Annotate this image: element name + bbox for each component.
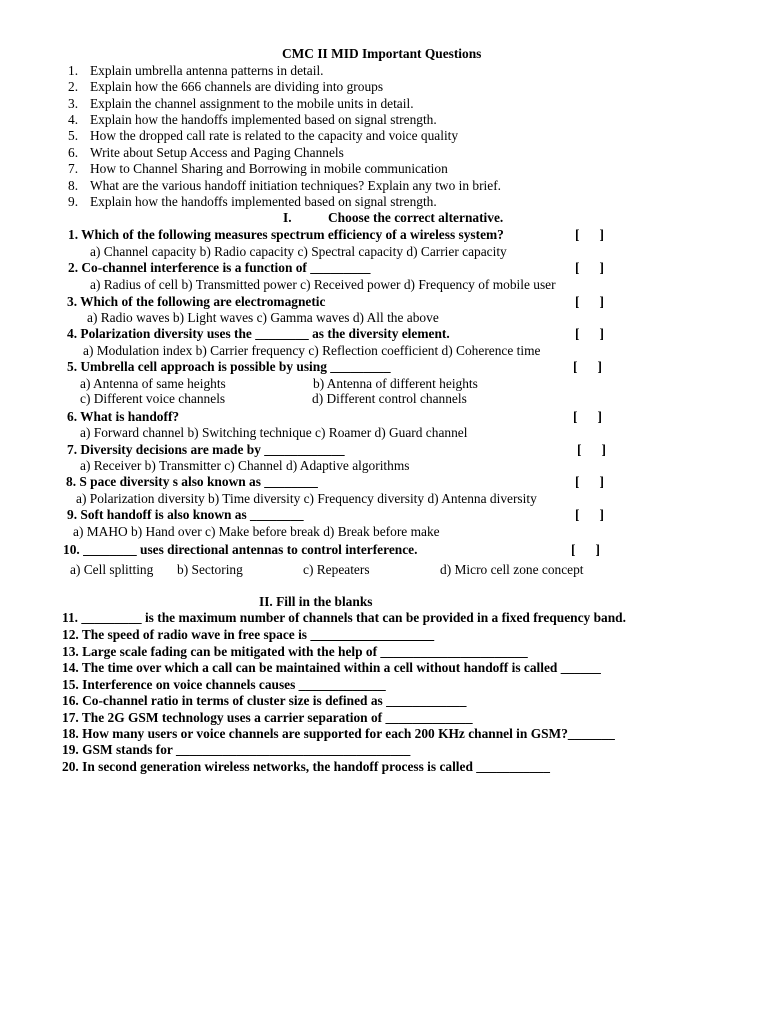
fill-item: 12. The speed of radio wave in free space is bbox=[62, 627, 311, 642]
mcq-question: 2. Co-channel interference is a function of _________ bbox=[68, 260, 371, 275]
section-heading: II. Fill in the blanks bbox=[259, 594, 373, 609]
essay-item: 2. Explain how the 666 channels are dividing into groups bbox=[68, 79, 384, 94]
answer-bracket: [ ] bbox=[573, 359, 603, 374]
fill-item: 14. The time over which a call can be maintained within a cell without handoff is called ______ bbox=[62, 660, 601, 675]
answer-bracket: [ ] bbox=[571, 542, 601, 557]
mcq-options: c) Repeaters bbox=[303, 562, 370, 577]
answer-bracket: [ ] bbox=[575, 474, 605, 489]
mcq-question: 8. S pace diversity s also known as ________ bbox=[66, 474, 318, 489]
fill-item: 17. The 2G GSM technology uses a carrier separation of _____________ bbox=[62, 710, 473, 725]
fill-item: 16. Co-channel ratio in terms of cluster size is defined as ____________ bbox=[62, 693, 467, 708]
mcq-question: 7. Diversity decisions are made by ____________ bbox=[67, 442, 345, 457]
mcq-options: c) Different voice channels bbox=[80, 391, 226, 406]
answer-bracket: [ ] bbox=[575, 294, 605, 309]
essay-item: 5. How the dropped call rate is related to the capacity and voice quality bbox=[68, 128, 459, 143]
section-heading: I. Choose the correct alternative. bbox=[283, 210, 504, 225]
mcq-question: 5. Umbrella cell approach is possible by using _________ bbox=[67, 359, 391, 374]
answer-bracket: [ ] bbox=[575, 227, 605, 242]
page-title: CMC II MID Important Questions bbox=[282, 46, 482, 61]
fill-item: 20. In second generation wireless networks, the handoff process is called ___________ bbox=[62, 759, 550, 774]
essay-item: 4. Explain how the handoffs implemented based on signal strength. bbox=[68, 112, 437, 127]
essay-item: 9. Explain how the handoffs implemented based on signal strength. bbox=[68, 194, 437, 209]
mcq-question: 1. Which of the following measures spectrum efficiency of a wireless system? bbox=[68, 227, 504, 242]
mcq-options: b) Antenna of different heights bbox=[313, 376, 478, 391]
fill-item: 18. How many users or voice channels are supported for each 200 KHz channel in GSM?_______ bbox=[62, 726, 615, 741]
answer-bracket: [ ] bbox=[573, 409, 603, 424]
mcq-options: a) Radio waves b) Light waves c) Gamma waves d) All the above bbox=[87, 310, 439, 325]
mcq-question: 4. Polarization diversity uses the ________ as the diversity element. bbox=[67, 326, 450, 341]
essay-item: 1. Explain umbrella antenna patterns in detail. bbox=[68, 63, 324, 78]
fill-item: 15. Interference on voice channels causes _____________ bbox=[62, 677, 386, 692]
mcq-options: a) Modulation index b) Carrier frequency c) Reflection coefficient d) Coherence time bbox=[83, 343, 541, 358]
mcq-options: a) MAHO b) Hand over c) Make before break d) Break before make bbox=[73, 524, 440, 539]
mcq-options: a) Forward channel b) Switching technique c) Roamer d) Guard channel bbox=[80, 425, 468, 440]
mcq-options: a) Polarization diversity b) Time diversity c) Frequency diversity d) Antenna diversity bbox=[76, 491, 537, 506]
mcq-question: 9. Soft handoff is also known as ________ bbox=[67, 507, 304, 522]
essay-item: 8. What are the various handoff initiation techniques? Explain any two in brief. bbox=[68, 178, 502, 193]
mcq-options: a) Antenna of same heights bbox=[80, 376, 226, 391]
essay-item: 6. Write about Setup Access and Paging Channels bbox=[68, 145, 344, 160]
answer-bracket: [ ] bbox=[575, 507, 605, 522]
fill-item: 19. GSM stands for ___________________________________ bbox=[62, 742, 411, 757]
answer-bracket: [ ] bbox=[575, 260, 605, 275]
mcq-options: a) Radius of cell b) Transmitted power c) Received power d) Frequency of mobile user bbox=[90, 277, 556, 292]
mcq-options: d) Different control channels bbox=[312, 391, 467, 406]
essay-item: 3. Explain the channel assignment to the mobile units in detail. bbox=[68, 96, 414, 111]
answer-bracket: [ ] bbox=[577, 442, 607, 457]
mcq-question: 6. What is handoff? bbox=[67, 409, 180, 424]
mcq-options: b) Sectoring bbox=[177, 562, 243, 577]
fill-item: 11. _________ is the maximum number of channels that can be provided in a fixed frequency band. bbox=[62, 610, 626, 625]
mcq-options: a) Channel capacity b) Radio capacity c) Spectral capacity d) Carrier capacity bbox=[90, 244, 507, 259]
essay-item: 7. How to Channel Sharing and Borrowing in mobile communication bbox=[68, 161, 448, 176]
mcq-question: 10. ________ uses directional antennas to control interference. bbox=[63, 542, 418, 557]
mcq-options: d) Micro cell zone concept bbox=[440, 562, 584, 577]
mcq-options: a) Receiver b) Transmitter c) Channel d) Adaptive algorithms bbox=[80, 458, 410, 473]
answer-bracket: [ ] bbox=[575, 326, 605, 341]
mcq-options: a) Cell splitting bbox=[70, 562, 154, 577]
fill-item: 13. Large scale fading can be mitigated with the help of ______________________ bbox=[62, 644, 528, 659]
mcq-question: 3. Which of the following are electromagnetic bbox=[67, 294, 326, 309]
